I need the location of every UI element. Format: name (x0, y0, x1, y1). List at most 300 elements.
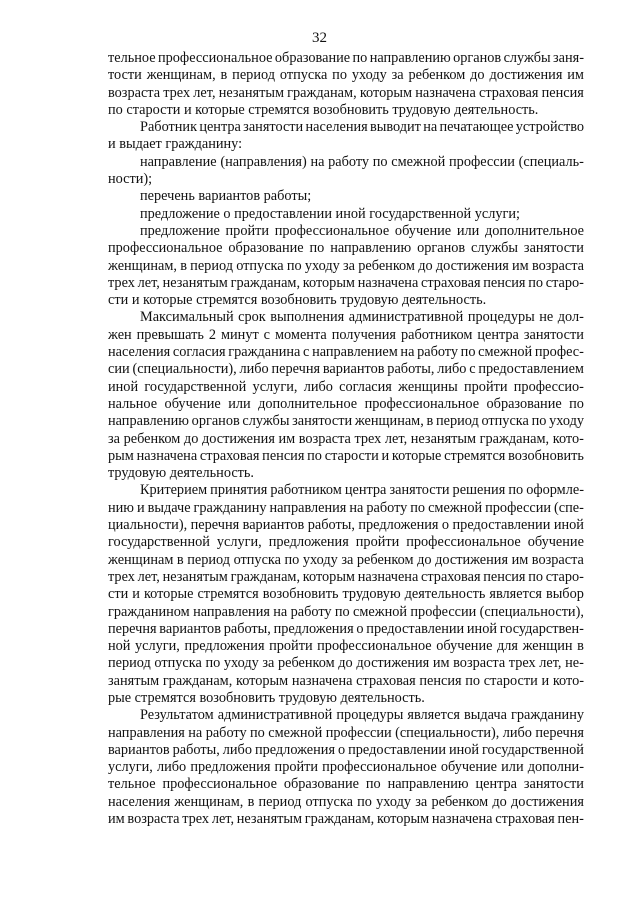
word: направление (140, 153, 217, 170)
word: отпуска (236, 257, 284, 274)
text-line (108, 448, 584, 465)
text-line (108, 361, 584, 378)
word: дополни- (527, 759, 584, 776)
word: занятости (389, 482, 450, 499)
word: женщины (398, 378, 458, 395)
word: стремятся (444, 447, 506, 464)
word: до (417, 551, 432, 568)
word: с (303, 344, 310, 361)
word: период (187, 551, 231, 568)
word: нию (108, 499, 134, 516)
word: отпуска (279, 67, 328, 84)
word: (направления) (220, 153, 307, 170)
word: пенсия (262, 447, 305, 464)
word: перечня (108, 620, 157, 637)
word: гражданам, (287, 84, 357, 101)
word: перечня (271, 361, 321, 378)
word: за (341, 551, 354, 568)
text-line-content: по старости и которые стремятся возобновить трудовую деятельность. (108, 101, 539, 118)
word: трудовую (342, 586, 401, 603)
word: по (508, 482, 524, 499)
word: возобновить (508, 447, 584, 464)
word: обучение (527, 534, 584, 551)
word: на (423, 119, 438, 136)
word: заня- (553, 50, 584, 66)
word: направления (193, 603, 270, 620)
word: циальности), (108, 517, 188, 534)
word: достижения (201, 430, 275, 447)
word: пенсия (483, 274, 526, 291)
word: до (338, 655, 353, 672)
word: период (435, 413, 479, 430)
word: гражданам, (304, 811, 375, 828)
text-line (108, 517, 584, 534)
text-line (108, 240, 584, 257)
text-line (108, 154, 584, 171)
text-line (108, 534, 584, 551)
word: иной (448, 741, 480, 758)
text-line (108, 569, 584, 586)
word: направлению (369, 50, 451, 66)
word: уходу (376, 793, 412, 810)
word: занятости (523, 776, 584, 793)
word: незанятым (236, 811, 303, 828)
word: гражданина (228, 344, 301, 361)
text-line (108, 465, 584, 482)
word: услуги, (252, 378, 298, 395)
word: вариантов (108, 741, 170, 758)
word: в (426, 413, 434, 430)
text-line (108, 725, 584, 742)
text-line (108, 188, 584, 205)
word: которым (302, 274, 355, 291)
word: в (247, 793, 255, 810)
word: пенсия (483, 568, 526, 585)
word: о (356, 620, 364, 637)
word: тости (108, 67, 142, 84)
word: органов (453, 50, 502, 66)
word: либо (239, 361, 269, 378)
word: центра (475, 776, 518, 793)
word: в (220, 67, 228, 84)
word: период (232, 67, 275, 84)
word: обучение (164, 395, 221, 412)
word: службы (503, 50, 551, 66)
word: ребенком (123, 430, 181, 447)
word: услуги, (135, 638, 180, 655)
word: достижения (489, 67, 563, 84)
word: женщин (522, 638, 573, 655)
word: возраста (531, 551, 584, 568)
word: профессиональное (162, 776, 277, 793)
word: лет, (137, 274, 160, 291)
word: незанятым (162, 274, 228, 291)
word: рым (108, 447, 134, 464)
word: процедуры (336, 707, 404, 724)
word: процедуры (467, 309, 535, 326)
word: предложения (358, 517, 439, 534)
word: тельное (108, 50, 156, 66)
word: профессиональное (364, 395, 480, 412)
word: получения (331, 326, 396, 343)
word: выдача (464, 707, 507, 724)
text-line (108, 396, 584, 413)
word: по (465, 672, 481, 689)
word: населения (108, 344, 171, 361)
text-line (108, 431, 584, 448)
word: страховая (199, 447, 260, 464)
word: по (365, 776, 381, 793)
word: до (183, 430, 199, 447)
word: по (528, 274, 544, 291)
word: им (278, 430, 296, 447)
word: жен (108, 326, 132, 343)
word: 2 (208, 326, 217, 343)
word: услуги, (216, 534, 262, 551)
text-line (108, 206, 584, 223)
word: пен- (557, 811, 584, 828)
word: обучение (440, 759, 498, 776)
word: направлению (330, 240, 412, 257)
word: им (567, 67, 584, 84)
word: профессиональное (322, 759, 437, 776)
word: гражданам, (230, 568, 301, 585)
word: профессии (325, 724, 392, 741)
word: за (415, 793, 428, 810)
word: до (492, 793, 507, 810)
word: гражданину (193, 499, 267, 516)
word: ребенком (408, 67, 466, 84)
word: принятия (210, 482, 268, 499)
word: в (180, 257, 187, 274)
word: пенсия (419, 672, 462, 689)
word: смежной (391, 153, 446, 170)
word: занятости (292, 413, 353, 430)
word: по (460, 344, 476, 361)
word: женщинам, (174, 793, 244, 810)
word: по (531, 413, 547, 430)
word: достижения (435, 257, 509, 274)
word: за (262, 655, 275, 672)
word: государственной (108, 534, 210, 551)
word: женщинам, (146, 67, 216, 84)
word: дополнительное (258, 395, 358, 412)
word: деятельность (404, 586, 486, 603)
text-line (108, 707, 584, 724)
word: предложения (184, 638, 265, 655)
word: ребенком (356, 551, 414, 568)
word: страховая (495, 811, 555, 828)
word: направления (108, 724, 185, 741)
word: гражданам, (230, 274, 301, 291)
word: лет, (539, 655, 562, 672)
word: вариантов (322, 361, 385, 378)
word: по (334, 603, 350, 620)
word: страховая (356, 672, 416, 689)
word: населения (108, 793, 171, 810)
word: вариантов (242, 517, 305, 534)
text-line (108, 690, 584, 707)
word: устройство (515, 119, 584, 136)
word: старо- (545, 568, 584, 585)
word: гражданином (108, 603, 190, 620)
word: в (577, 638, 584, 655)
text-line-content: ности); (108, 171, 153, 188)
word: направлению (387, 776, 469, 793)
word: государственной (144, 378, 247, 395)
word: нальное (108, 395, 158, 412)
word: трех (508, 655, 536, 672)
text-line (108, 50, 584, 67)
word: занятости (523, 240, 584, 257)
word: и (381, 447, 390, 464)
word: ной (108, 638, 131, 655)
word: на (273, 603, 288, 620)
word: отпуска (305, 793, 353, 810)
word: им (108, 811, 125, 828)
text-line (108, 776, 584, 793)
word: работы, (387, 361, 435, 378)
word: превышать (136, 326, 204, 343)
word: профессиональное (157, 50, 273, 66)
word: услуги, (108, 759, 153, 776)
word: срок (238, 309, 266, 326)
word: является (407, 707, 460, 724)
word: смежной (268, 724, 323, 741)
word: трех (182, 811, 210, 828)
word: предложение (140, 222, 220, 239)
word: работу (366, 499, 408, 516)
word: профессиональное (274, 222, 390, 239)
word: вариантов (159, 620, 221, 637)
text-line (108, 85, 584, 102)
text-line (108, 673, 584, 690)
word: трех (163, 84, 191, 101)
word: или (228, 395, 251, 412)
word: по (332, 67, 347, 84)
word: или (501, 759, 524, 776)
word: которым (302, 568, 355, 585)
word: предоставлением (478, 361, 584, 378)
word: период (108, 655, 151, 672)
word: кото- (552, 672, 584, 689)
text-line (108, 482, 584, 499)
word: возраста (127, 811, 180, 828)
word: административной (348, 309, 464, 326)
word: либо (437, 361, 467, 378)
word: стремятся (197, 586, 259, 603)
text-line (108, 413, 584, 430)
text-line-content: трудовую деятельность. (108, 465, 255, 482)
word: старости (324, 447, 379, 464)
word: работы, (307, 517, 355, 534)
word: возраста (453, 655, 506, 672)
text-line (108, 258, 584, 275)
text-line-content: и выдает гражданину: (108, 136, 243, 153)
word: населения (305, 119, 368, 136)
word: ребенком (277, 655, 335, 672)
word: и (136, 499, 145, 516)
word: работу (328, 153, 370, 170)
word: незанятым (162, 568, 228, 585)
word: по (286, 257, 302, 274)
word: по (352, 50, 368, 66)
word: направлением (312, 344, 398, 361)
word: уходу (351, 67, 387, 84)
word: работником (400, 326, 473, 343)
word: уходу (304, 257, 340, 274)
word: им (432, 655, 450, 672)
word: Работник (140, 119, 198, 136)
word: за (343, 257, 356, 274)
word: период (190, 257, 233, 274)
text-line (108, 552, 584, 569)
word: которым (359, 84, 413, 101)
page-number: 32 (312, 30, 327, 46)
word: гражданину (511, 707, 584, 724)
text-line (108, 586, 584, 603)
word: (специальности), (132, 361, 237, 378)
word: пройти (355, 534, 400, 551)
word: работу (417, 344, 459, 361)
word: образование (283, 776, 360, 793)
word: направления (269, 499, 347, 516)
word: старо- (545, 274, 584, 291)
word: незанятым (218, 84, 284, 101)
word: назначена (291, 672, 353, 689)
word: ребенком (358, 257, 415, 274)
text-line-content: перечень вариантов работы; (140, 188, 312, 205)
text-line (108, 275, 584, 292)
word: обучение (436, 638, 493, 655)
word: на (188, 724, 203, 741)
word: смежной (478, 344, 533, 361)
word: предоставлении (366, 620, 465, 637)
word: возраста (108, 84, 161, 101)
word: занятым (108, 672, 160, 689)
word: уходу (302, 551, 338, 568)
word: предложения (273, 620, 354, 637)
word: или (456, 222, 480, 239)
word: центра (477, 326, 519, 343)
word: дополнительное (484, 222, 584, 239)
word: центра (199, 119, 241, 136)
word: старости (483, 672, 538, 689)
word: которые (391, 447, 442, 464)
word: центра (344, 482, 387, 499)
word: трех (108, 568, 135, 585)
text-line (108, 136, 584, 153)
word: достижения (356, 655, 430, 672)
word: отпуска (154, 655, 202, 672)
word: до (418, 257, 433, 274)
word: на (400, 344, 415, 361)
word: печатающее (439, 119, 514, 136)
word: по (528, 568, 544, 585)
word: смежной (353, 603, 408, 620)
word: достижения (435, 551, 509, 568)
word: пройти (225, 222, 270, 239)
word: момента (274, 326, 327, 343)
text-line (108, 794, 584, 811)
text-line (108, 309, 584, 326)
word: профессиональное (317, 638, 432, 655)
word: с (469, 361, 476, 378)
word: с (263, 326, 271, 343)
word: по (372, 153, 388, 170)
word: назначена (415, 84, 476, 101)
word: ребенком (431, 793, 489, 810)
word: решения (452, 482, 506, 499)
word: минут (220, 326, 259, 343)
text-line (108, 171, 584, 188)
word: административной (217, 707, 333, 724)
word: сти (108, 586, 129, 603)
word: профес- (534, 344, 584, 361)
text-line (108, 604, 584, 621)
word: пройти (464, 378, 508, 395)
text-line (108, 102, 584, 119)
word: им (512, 257, 529, 274)
word: предложения (254, 741, 336, 758)
word: которым (376, 811, 430, 828)
word: страховая (478, 84, 539, 101)
word: органов (191, 413, 240, 430)
word: гражданам, (162, 672, 233, 689)
word: назначена (357, 274, 419, 291)
word: иной (466, 620, 497, 637)
word: о (338, 741, 346, 758)
word: кото- (552, 430, 584, 447)
word: перечня (535, 724, 584, 741)
word: пройти (274, 759, 319, 776)
word: достижения (511, 793, 584, 810)
word: пройти (269, 638, 313, 655)
word: профессиональное (108, 240, 223, 257)
word: образование (486, 395, 562, 412)
word: профессии (410, 603, 477, 620)
word: и (132, 586, 140, 603)
word: предоставлении (348, 741, 446, 758)
word: государственной (482, 741, 584, 758)
word: которым (235, 672, 289, 689)
text-line (108, 327, 584, 344)
word: и (541, 672, 550, 689)
word: по (250, 724, 265, 741)
word: работы, (223, 620, 271, 637)
word: по (410, 499, 426, 516)
word: до (470, 67, 485, 84)
word: дол- (557, 309, 584, 326)
word: Критерием (140, 482, 208, 499)
word: смежной (428, 499, 483, 516)
word: либо (303, 378, 333, 395)
word: им (511, 551, 529, 568)
word: либо (502, 724, 532, 741)
word: работником (270, 482, 342, 499)
word: выполнения (270, 309, 345, 326)
word: предложения (268, 534, 349, 551)
word: тельное (108, 776, 156, 793)
text-line (108, 292, 584, 309)
word: выбор (545, 586, 584, 603)
text-line (108, 742, 584, 759)
word: иной (553, 517, 584, 534)
text-line (108, 811, 584, 828)
word: по (284, 551, 300, 568)
text-line (108, 379, 584, 396)
word: перечня (190, 517, 240, 534)
